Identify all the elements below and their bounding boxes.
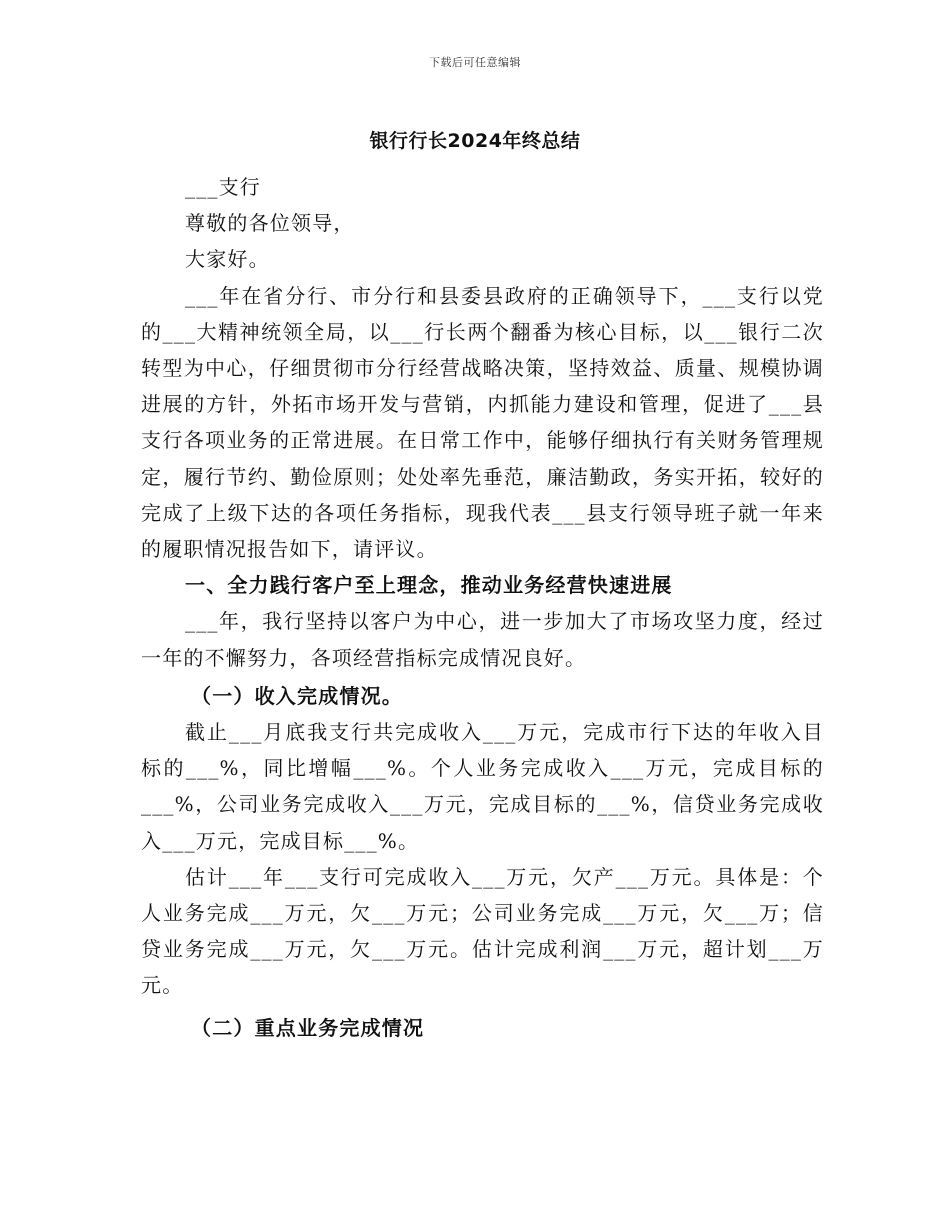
greeting: 大家好。 [185, 247, 270, 272]
subsection-1-heading: （一）收入完成情况。 [191, 683, 403, 708]
document-body [141, 169, 824, 1046]
intro-paragraph: ___年在省分行、市分行和县委县政府的正确领导下，___支行以党的___大精神统领全局，以___行长两个翻番为核心目标，以___银行二次转型为中心，仔细贯彻市分行经营战略决策，坚持效益、质量、规模协调进展的方针，外拓市场开发与营销，内抓能力建设和管理，促进了___县支行各项业务的正常进展。在日常工作中，能够仔细执行有关财务管理规定，履行节约、勤俭原则；处处率先垂范，廉洁勤政，务实开拓，较好的完成了上级下达的各项任务指标，现我代表___县支行领导班子就一年来的履职情况报告如下，请评议。 [141, 283, 824, 562]
page-header-note: 下载后可任意编辑 [429, 56, 521, 69]
subsection-1-paragraph-1: 截止___月底我支行共完成收入___万元，完成市行下达的年收入目标的___%，同比增幅___%。个人业务完成收入___万元，完成目标的___%，公司业务完成收入___万元，完成目标的___%，信贷业务完成收入___万元，完成目标___%。 [141, 720, 824, 853]
salutation: 尊敬的各位领导， [185, 211, 355, 236]
branch-line: ___支行 [185, 175, 261, 199]
section-1-heading: 一、全力践行客户至上理念，推动业务经营快速进展 [185, 573, 673, 598]
document-title: 银行行长2024年终总结 [369, 130, 581, 152]
subsection-1-paragraph-2: 估计___年___支行可完成收入___万元，欠产___万元。具体是：个人业务完成___万元，欠___万元；公司业务完成___万元，欠___万；信贷业务完成___万元，欠___万元。估计完成利润___万元，超计划___万元。 [141, 864, 824, 998]
section-1-intro: ___年，我行坚持以客户为中心，进一步加大了市场攻坚力度，经过一年的不懈努力，各项经营指标完成情况良好。 [141, 609, 824, 670]
subsection-2-heading: （二）重点业务完成情况 [191, 1015, 425, 1040]
